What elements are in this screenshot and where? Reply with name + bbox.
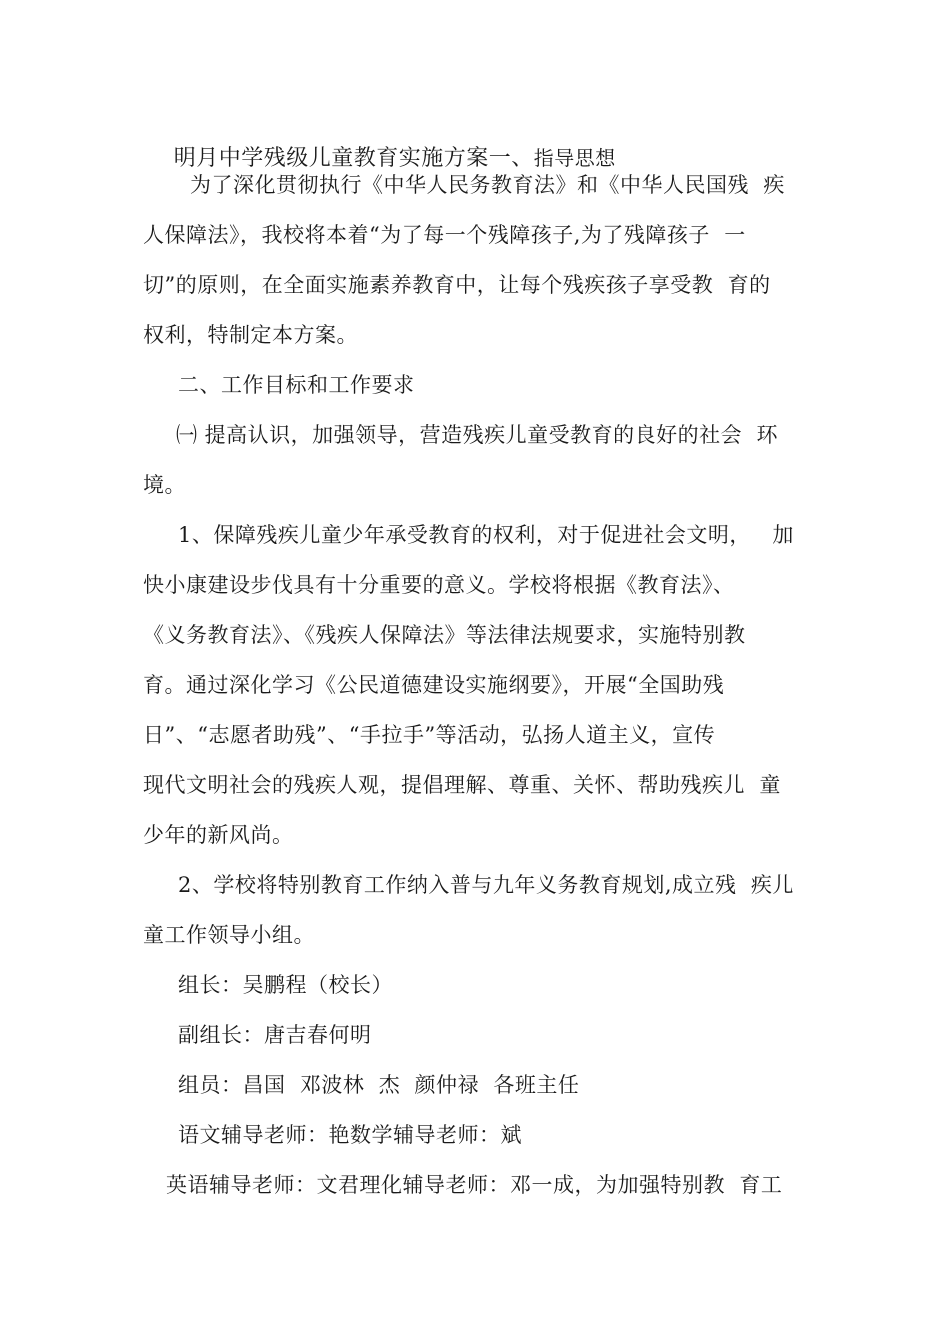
tutor-line: 英语辅导老师：文君理化辅导老师：邓一成，为加强特别教 育工	[166, 1173, 783, 1197]
section-heading: 二、工作目标和工作要求	[178, 373, 415, 397]
paragraph-line: 境。	[143, 473, 186, 497]
title-tail-text: 指导思想	[533, 146, 616, 170]
paragraph-line: 2、学校将特别教育工作纳入普与九年义务教育规划,成立残 疾儿	[178, 873, 794, 897]
paragraph-line: 现代文明社会的残疾人观，提倡理解、尊重、关怀、帮助残疾儿 童	[143, 773, 781, 797]
paragraph-line: 育。通过深化学习《公民道德建设实施纲要》，开展“全国助残	[143, 673, 725, 697]
paragraph-line: 权利，特制定本方案。	[143, 323, 358, 347]
paragraph-line: 日”、“志愿者助残”、“手拉手”等活动，弘扬人道主义，宣传	[143, 723, 716, 747]
paragraph-line: ㈠ 提高认识，加强领导，营造残疾儿童受教育的良好的社会 环	[176, 423, 779, 447]
members-line: 组员：昌国 邓波林 杰 颜仲禄 各班主任	[178, 1073, 580, 1097]
tutor-line: 语文辅导老师：艳数学辅导老师：斌	[178, 1123, 522, 1147]
paragraph-line: 为了深化贯彻执行《中华人民务教育法》和《中华人民国残 疾	[190, 173, 785, 197]
paragraph-line: 少年的新风尚。	[143, 823, 294, 847]
leader-line: 组长：吴鹏程（校长）	[178, 973, 393, 997]
paragraph-line: 《义务教育法》、《残疾人保障法》等法律法规要求，实施特别教	[143, 623, 746, 647]
paragraph-line: 快小康建设步伐具有十分重要的意义。学校将根据《教育法》、	[143, 573, 735, 597]
deputy-leader-line: 副组长：唐吉春何明	[178, 1023, 372, 1047]
paragraph-line: 人保障法》，我校将本着“为了每一个残障孩子,为了残障孩子 一	[143, 223, 746, 247]
paragraph-line: 切”的原则，在全面实施素养教育中，让每个残疾孩子享受教 育的	[143, 273, 771, 297]
paragraph-line: 童工作领导小组。	[143, 923, 315, 947]
paragraph-line: 1、保障残疾儿童少年承受教育的权利，对于促进社会文明， 加	[178, 523, 794, 547]
title-main-text: 明月中学残级儿童教育实施方案一、	[173, 146, 534, 171]
